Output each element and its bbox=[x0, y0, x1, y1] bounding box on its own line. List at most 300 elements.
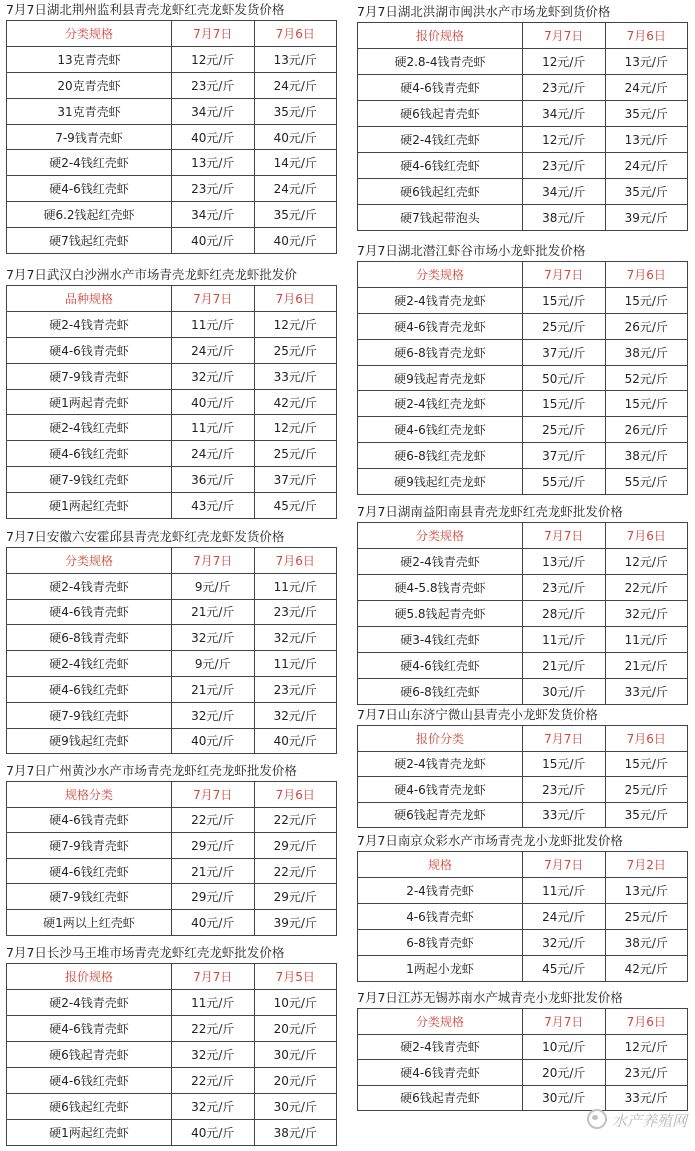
current-date-header: 7月7日 bbox=[523, 726, 606, 752]
spec-cell: 硬6钱起青壳龙虾 bbox=[358, 802, 523, 828]
current-price-cell: 29元/斤 bbox=[172, 884, 255, 910]
spec-cell: 硬7-9钱青壳虾 bbox=[7, 363, 172, 389]
spec-header: 报价规格 bbox=[7, 964, 172, 990]
price-table bbox=[357, 1008, 688, 1111]
table-row bbox=[7, 909, 337, 935]
current-date-header: 7月7日 bbox=[523, 523, 606, 549]
previous-price-cell: 38元/斤 bbox=[605, 339, 688, 365]
table-row bbox=[7, 415, 337, 441]
previous-price-cell: 26元/斤 bbox=[605, 417, 688, 443]
previous-price-cell: 12元/斤 bbox=[254, 311, 337, 337]
table-row bbox=[358, 127, 688, 153]
spec-cell: 硬7钱起红壳虾 bbox=[7, 228, 172, 254]
previous-price-cell: 13元/斤 bbox=[605, 49, 688, 75]
spec-header: 分类规格 bbox=[7, 21, 172, 47]
price-block-changsha bbox=[6, 943, 337, 1146]
spec-cell: 硬2-4钱青壳虾 bbox=[358, 549, 523, 575]
current-price-cell: 13元/斤 bbox=[523, 549, 606, 575]
previous-price-cell: 24元/斤 bbox=[605, 153, 688, 179]
table-row bbox=[7, 625, 337, 651]
price-block-guangzhou bbox=[6, 761, 337, 936]
table-row bbox=[7, 176, 337, 202]
previous-price-cell: 32元/斤 bbox=[254, 702, 337, 728]
spec-cell: 硬2-4钱红壳虾 bbox=[7, 415, 172, 441]
table-header-row bbox=[7, 286, 337, 312]
previous-price-cell: 30元/斤 bbox=[254, 1094, 337, 1120]
spec-cell: 硬4-6钱红壳虾 bbox=[358, 653, 523, 679]
spec-cell: 硬5.8钱起青壳虾 bbox=[358, 601, 523, 627]
table-row bbox=[7, 599, 337, 625]
current-price-cell: 21元/斤 bbox=[172, 599, 255, 625]
spec-cell: 硬6-8钱红壳龙虾 bbox=[358, 443, 523, 469]
table-row bbox=[358, 601, 688, 627]
spec-cell: 硬4-6钱青壳虾 bbox=[7, 337, 172, 363]
previous-price-cell: 10元/斤 bbox=[254, 990, 337, 1016]
table-row bbox=[358, 1034, 688, 1060]
current-date-header: 7月7日 bbox=[523, 262, 606, 288]
previous-price-cell: 11元/斤 bbox=[254, 573, 337, 599]
spec-cell: 硬2-4钱红壳虾 bbox=[7, 651, 172, 677]
current-price-cell: 33元/斤 bbox=[523, 802, 606, 828]
spec-cell: 硬2-4钱红壳龙虾 bbox=[358, 391, 523, 417]
current-price-cell: 21元/斤 bbox=[523, 653, 606, 679]
current-price-cell: 32元/斤 bbox=[172, 625, 255, 651]
current-price-cell: 50元/斤 bbox=[523, 365, 606, 391]
previous-price-cell: 25元/斤 bbox=[605, 777, 688, 803]
table-row bbox=[358, 391, 688, 417]
previous-price-cell: 33元/斤 bbox=[605, 1085, 688, 1111]
table-row bbox=[7, 441, 337, 467]
previous-price-cell: 15元/斤 bbox=[605, 751, 688, 777]
previous-price-cell: 40元/斤 bbox=[254, 728, 337, 754]
table-row bbox=[7, 884, 337, 910]
previous-date-header: 7月6日 bbox=[254, 548, 337, 574]
spec-cell: 硬4-6钱青壳虾 bbox=[7, 599, 172, 625]
table-row bbox=[358, 205, 688, 231]
previous-price-cell: 26元/斤 bbox=[605, 313, 688, 339]
spec-cell: 硬6钱起红壳虾 bbox=[358, 179, 523, 205]
table-header-row bbox=[7, 964, 337, 990]
current-price-cell: 12元/斤 bbox=[523, 127, 606, 153]
block-title: 7月7日山东济宁微山县青壳小龙虾发货价格 bbox=[357, 707, 598, 722]
previous-price-cell: 15元/斤 bbox=[605, 287, 688, 313]
table-row bbox=[7, 807, 337, 833]
spec-cell: 硬4-6钱红壳虾 bbox=[7, 441, 172, 467]
price-table bbox=[357, 725, 688, 828]
current-price-cell: 22元/斤 bbox=[172, 807, 255, 833]
spec-cell: 硬2-4钱红壳虾 bbox=[358, 127, 523, 153]
current-price-cell: 22元/斤 bbox=[172, 1068, 255, 1094]
block-title: 7月7日江苏无锡苏南水产城青壳小龙虾批发价格 bbox=[357, 990, 623, 1005]
spec-cell: 硬6.2钱起红壳虾 bbox=[7, 202, 172, 228]
spec-cell: 4-6钱青壳虾 bbox=[358, 904, 523, 930]
current-date-header: 7月7日 bbox=[523, 1009, 606, 1035]
spec-cell: 硬6-8钱青壳虾 bbox=[7, 625, 172, 651]
spec-cell: 硬4-6钱红壳虾 bbox=[7, 176, 172, 202]
spec-cell: 硬9钱起红壳龙虾 bbox=[358, 469, 523, 495]
current-price-cell: 12元/斤 bbox=[172, 46, 255, 72]
current-price-cell: 20元/斤 bbox=[523, 1060, 606, 1086]
previous-price-cell: 13元/斤 bbox=[254, 46, 337, 72]
spec-cell: 硬1两起青壳虾 bbox=[7, 389, 172, 415]
table-row bbox=[358, 49, 688, 75]
price-block-jianli bbox=[6, 0, 337, 254]
price-table bbox=[6, 781, 337, 936]
current-date-header: 7月7日 bbox=[172, 964, 255, 990]
current-price-cell: 45元/斤 bbox=[523, 956, 606, 982]
table-row bbox=[358, 1085, 688, 1111]
previous-price-cell: 32元/斤 bbox=[605, 601, 688, 627]
current-date-header: 7月7日 bbox=[523, 23, 606, 49]
current-price-cell: 24元/斤 bbox=[172, 441, 255, 467]
current-price-cell: 23元/斤 bbox=[172, 176, 255, 202]
current-price-cell: 40元/斤 bbox=[172, 228, 255, 254]
table-row bbox=[7, 311, 337, 337]
spec-cell: 硬4-6钱青壳虾 bbox=[358, 75, 523, 101]
spec-cell: 硬6钱起红壳虾 bbox=[7, 1094, 172, 1120]
current-price-cell: 15元/斤 bbox=[523, 391, 606, 417]
spec-header: 分类规格 bbox=[7, 548, 172, 574]
previous-price-cell: 14元/斤 bbox=[254, 150, 337, 176]
table-header-row bbox=[358, 852, 688, 878]
current-price-cell: 15元/斤 bbox=[523, 751, 606, 777]
current-price-cell: 38元/斤 bbox=[523, 205, 606, 231]
table-header-row bbox=[358, 523, 688, 549]
table-row bbox=[7, 858, 337, 884]
current-price-cell: 11元/斤 bbox=[172, 311, 255, 337]
previous-price-cell: 30元/斤 bbox=[254, 1042, 337, 1068]
previous-price-cell: 24元/斤 bbox=[605, 75, 688, 101]
current-price-cell: 23元/斤 bbox=[523, 575, 606, 601]
table-row bbox=[358, 443, 688, 469]
price-table bbox=[357, 522, 688, 705]
previous-price-cell: 35元/斤 bbox=[254, 202, 337, 228]
previous-price-cell: 23元/斤 bbox=[254, 676, 337, 702]
table-row bbox=[358, 75, 688, 101]
previous-price-cell: 29元/斤 bbox=[254, 833, 337, 859]
previous-date-header: 7月6日 bbox=[605, 523, 688, 549]
spec-cell: 硬4-6钱红壳虾 bbox=[7, 1068, 172, 1094]
current-price-cell: 32元/斤 bbox=[172, 702, 255, 728]
previous-price-cell: 23元/斤 bbox=[254, 599, 337, 625]
table-row bbox=[7, 46, 337, 72]
current-date-header: 7月7日 bbox=[172, 782, 255, 808]
price-table bbox=[357, 22, 688, 231]
table-row bbox=[358, 802, 688, 828]
previous-price-cell: 21元/斤 bbox=[605, 653, 688, 679]
table-row bbox=[7, 676, 337, 702]
current-price-cell: 30元/斤 bbox=[523, 1085, 606, 1111]
spec-header: 分类规格 bbox=[358, 523, 523, 549]
current-price-cell: 12元/斤 bbox=[523, 49, 606, 75]
spec-cell: 硬1两起红壳虾 bbox=[7, 493, 172, 519]
spec-cell: 硬4-6钱红壳龙虾 bbox=[358, 417, 523, 443]
previous-price-cell: 22元/斤 bbox=[254, 858, 337, 884]
block-title: 7月7日湖南益阳南县青壳龙虾红壳龙虾批发价格 bbox=[357, 504, 623, 519]
table-row bbox=[7, 493, 337, 519]
spec-cell: 6-8钱青壳虾 bbox=[358, 930, 523, 956]
table-row bbox=[7, 990, 337, 1016]
price-block-weishan bbox=[357, 705, 688, 828]
previous-price-cell: 40元/斤 bbox=[254, 228, 337, 254]
previous-price-cell: 55元/斤 bbox=[605, 469, 688, 495]
previous-price-cell: 37元/斤 bbox=[254, 467, 337, 493]
table-row bbox=[358, 930, 688, 956]
spec-cell: 硬2-4钱青壳虾 bbox=[7, 573, 172, 599]
previous-date-header: 7月2日 bbox=[605, 852, 688, 878]
spec-cell: 硬6-8钱红壳虾 bbox=[358, 679, 523, 705]
table-row bbox=[7, 389, 337, 415]
price-block-wuhan bbox=[6, 265, 337, 519]
spec-cell: 硬6钱起青壳虾 bbox=[358, 1085, 523, 1111]
block-title: 7月7日南京众彩水产市场青壳龙小龙虾批发价格 bbox=[357, 833, 623, 848]
table-row bbox=[7, 228, 337, 254]
block-title: 7月7日武汉白沙洲水产市场青壳龙虾红壳龙虾批发价 bbox=[6, 267, 297, 282]
spec-cell: 硬6-8钱青壳龙虾 bbox=[358, 339, 523, 365]
previous-date-header: 7月6日 bbox=[605, 1009, 688, 1035]
spec-cell: 硬4-6钱青壳龙虾 bbox=[358, 777, 523, 803]
spec-header: 规格 bbox=[358, 852, 523, 878]
spec-cell: 硬4-6钱红壳虾 bbox=[7, 858, 172, 884]
spec-cell: 硬2-4钱青壳龙虾 bbox=[358, 287, 523, 313]
current-price-cell: 32元/斤 bbox=[172, 1094, 255, 1120]
table-row bbox=[358, 627, 688, 653]
price-block-nanjing bbox=[357, 831, 688, 982]
previous-price-cell: 35元/斤 bbox=[605, 179, 688, 205]
table-row bbox=[358, 751, 688, 777]
previous-price-cell: 23元/斤 bbox=[605, 1060, 688, 1086]
previous-price-cell: 35元/斤 bbox=[605, 802, 688, 828]
spec-cell: 20克青壳虾 bbox=[7, 72, 172, 98]
table-row bbox=[358, 878, 688, 904]
price-table bbox=[6, 963, 337, 1146]
spec-cell: 硬4-6钱青壳龙虾 bbox=[358, 313, 523, 339]
previous-price-cell: 45元/斤 bbox=[254, 493, 337, 519]
previous-price-cell: 42元/斤 bbox=[605, 956, 688, 982]
table-header-row bbox=[7, 548, 337, 574]
table-row bbox=[358, 956, 688, 982]
table-row bbox=[358, 417, 688, 443]
table-row bbox=[358, 575, 688, 601]
table-row bbox=[358, 339, 688, 365]
spec-cell: 硬2-4钱青壳龙虾 bbox=[358, 751, 523, 777]
table-header-row bbox=[358, 726, 688, 752]
spec-cell: 硬6钱起青壳虾 bbox=[358, 101, 523, 127]
wechat-icon bbox=[587, 1109, 607, 1129]
previous-price-cell: 20元/斤 bbox=[254, 1016, 337, 1042]
previous-price-cell: 25元/斤 bbox=[605, 904, 688, 930]
table-row bbox=[7, 573, 337, 599]
spec-cell: 31克青壳虾 bbox=[7, 98, 172, 124]
block-title: 7月7日湖北潜江虾谷市场小龙虾批发价格 bbox=[357, 243, 586, 258]
spec-cell: 硬2.8-4钱青壳虾 bbox=[358, 49, 523, 75]
price-block-honghu bbox=[357, 2, 688, 231]
current-price-cell: 23元/斤 bbox=[523, 777, 606, 803]
price-table bbox=[357, 261, 688, 495]
spec-cell: 硬4-6钱青壳虾 bbox=[7, 1016, 172, 1042]
table-row bbox=[358, 679, 688, 705]
spec-cell: 硬3-4钱红壳虾 bbox=[358, 627, 523, 653]
current-price-cell: 40元/斤 bbox=[172, 728, 255, 754]
watermark bbox=[587, 1109, 687, 1131]
current-price-cell: 32元/斤 bbox=[172, 1042, 255, 1068]
table-header-row bbox=[7, 782, 337, 808]
current-date-header: 7月7日 bbox=[172, 548, 255, 574]
current-price-cell: 21元/斤 bbox=[172, 858, 255, 884]
previous-date-header: 7月6日 bbox=[254, 286, 337, 312]
previous-price-cell: 52元/斤 bbox=[605, 365, 688, 391]
current-price-cell: 34元/斤 bbox=[172, 98, 255, 124]
previous-price-cell: 38元/斤 bbox=[254, 1120, 337, 1146]
current-price-cell: 23元/斤 bbox=[523, 153, 606, 179]
table-row bbox=[7, 833, 337, 859]
price-table bbox=[6, 285, 337, 519]
spec-cell: 7-9钱青壳虾 bbox=[7, 124, 172, 150]
current-price-cell: 11元/斤 bbox=[172, 415, 255, 441]
previous-price-cell: 38元/斤 bbox=[605, 930, 688, 956]
current-price-cell: 24元/斤 bbox=[523, 904, 606, 930]
previous-price-cell: 22元/斤 bbox=[605, 575, 688, 601]
current-price-cell: 32元/斤 bbox=[523, 930, 606, 956]
spec-cell: 硬2-4钱青壳虾 bbox=[7, 311, 172, 337]
current-price-cell: 11元/斤 bbox=[523, 878, 606, 904]
current-price-cell: 40元/斤 bbox=[172, 389, 255, 415]
table-row bbox=[358, 1060, 688, 1086]
current-price-cell: 40元/斤 bbox=[172, 909, 255, 935]
previous-price-cell: 12元/斤 bbox=[605, 1034, 688, 1060]
current-price-cell: 25元/斤 bbox=[523, 417, 606, 443]
current-price-cell: 37元/斤 bbox=[523, 339, 606, 365]
table-row bbox=[358, 179, 688, 205]
table-row bbox=[7, 1016, 337, 1042]
previous-price-cell: 12元/斤 bbox=[605, 549, 688, 575]
spec-cell: 硬7-9钱红壳虾 bbox=[7, 467, 172, 493]
previous-price-cell: 25元/斤 bbox=[254, 337, 337, 363]
spec-cell: 硬4-6钱红壳虾 bbox=[7, 676, 172, 702]
current-price-cell: 28元/斤 bbox=[523, 601, 606, 627]
previous-price-cell: 38元/斤 bbox=[605, 443, 688, 469]
table-header-row bbox=[7, 21, 337, 47]
previous-date-header: 7月6日 bbox=[605, 262, 688, 288]
current-price-cell: 9元/斤 bbox=[172, 573, 255, 599]
previous-date-header: 7月6日 bbox=[254, 782, 337, 808]
price-block-nanxian bbox=[357, 502, 688, 705]
table-row bbox=[358, 313, 688, 339]
current-price-cell: 23元/斤 bbox=[523, 75, 606, 101]
current-price-cell: 30元/斤 bbox=[523, 679, 606, 705]
table-row bbox=[7, 202, 337, 228]
watermark-text: 水产养殖网 bbox=[611, 1112, 687, 1130]
spec-header: 品种规格 bbox=[7, 286, 172, 312]
block-title: 7月7日安徽六安霍邱县青壳龙虾红壳龙虾发货价格 bbox=[6, 529, 285, 544]
table-header-row bbox=[358, 23, 688, 49]
previous-price-cell: 13元/斤 bbox=[605, 878, 688, 904]
spec-cell: 硬7-9钱红壳虾 bbox=[7, 884, 172, 910]
previous-date-header: 7月5日 bbox=[254, 964, 337, 990]
table-row bbox=[358, 904, 688, 930]
previous-price-cell: 39元/斤 bbox=[254, 909, 337, 935]
table-row bbox=[7, 337, 337, 363]
current-price-cell: 36元/斤 bbox=[172, 467, 255, 493]
spec-cell: 13克青壳虾 bbox=[7, 46, 172, 72]
table-row bbox=[358, 287, 688, 313]
current-price-cell: 43元/斤 bbox=[172, 493, 255, 519]
current-price-cell: 32元/斤 bbox=[172, 363, 255, 389]
previous-price-cell: 15元/斤 bbox=[605, 391, 688, 417]
table-row bbox=[358, 469, 688, 495]
current-price-cell: 37元/斤 bbox=[523, 443, 606, 469]
previous-price-cell: 12元/斤 bbox=[254, 415, 337, 441]
table-row bbox=[358, 549, 688, 575]
previous-price-cell: 13元/斤 bbox=[605, 127, 688, 153]
previous-price-cell: 35元/斤 bbox=[254, 98, 337, 124]
spec-cell: 硬2-4钱红壳虾 bbox=[7, 150, 172, 176]
table-header-row bbox=[358, 262, 688, 288]
table-row bbox=[7, 1042, 337, 1068]
price-table bbox=[6, 20, 337, 254]
previous-price-cell: 24元/斤 bbox=[254, 176, 337, 202]
table-row bbox=[7, 651, 337, 677]
table-row bbox=[358, 153, 688, 179]
table-row bbox=[7, 1068, 337, 1094]
spec-cell: 硬4-6钱青壳虾 bbox=[358, 1060, 523, 1086]
previous-price-cell: 42元/斤 bbox=[254, 389, 337, 415]
table-row bbox=[358, 365, 688, 391]
spec-cell: 1两起小龙虾 bbox=[358, 956, 523, 982]
table-row bbox=[358, 101, 688, 127]
current-date-header: 7月7日 bbox=[523, 852, 606, 878]
spec-cell: 硬9钱起青壳龙虾 bbox=[358, 365, 523, 391]
block-title: 7月7日湖北洪湖市闽洪水产市场龙虾到货价格 bbox=[357, 4, 611, 19]
spec-cell: 硬2-4钱青壳虾 bbox=[7, 990, 172, 1016]
previous-price-cell: 39元/斤 bbox=[605, 205, 688, 231]
previous-price-cell: 11元/斤 bbox=[605, 627, 688, 653]
previous-date-header: 7月6日 bbox=[605, 726, 688, 752]
spec-header: 规格分类 bbox=[7, 782, 172, 808]
block-title: 7月7日湖北荆州监利县青壳龙虾红壳龙虾发货价格 bbox=[6, 2, 285, 17]
price-block-wuxi bbox=[357, 988, 688, 1111]
table-row bbox=[7, 1120, 337, 1146]
previous-price-cell: 24元/斤 bbox=[254, 72, 337, 98]
spec-header: 报价规格 bbox=[358, 23, 523, 49]
previous-price-cell: 29元/斤 bbox=[254, 884, 337, 910]
price-table bbox=[357, 851, 688, 982]
previous-price-cell: 33元/斤 bbox=[254, 363, 337, 389]
current-price-cell: 10元/斤 bbox=[523, 1034, 606, 1060]
block-title: 7月7日长沙马王堆市场青壳龙虾红壳龙虾批发价格 bbox=[6, 945, 285, 960]
table-row bbox=[7, 728, 337, 754]
spec-cell: 硬7-9钱青壳虾 bbox=[7, 833, 172, 859]
spec-cell: 硬6钱起青壳虾 bbox=[7, 1042, 172, 1068]
previous-price-cell: 32元/斤 bbox=[254, 625, 337, 651]
spec-cell: 硬2-4钱青壳虾 bbox=[358, 1034, 523, 1060]
table-row bbox=[7, 702, 337, 728]
spec-cell: 硬4-6钱青壳虾 bbox=[7, 807, 172, 833]
table-row bbox=[7, 467, 337, 493]
previous-price-cell: 40元/斤 bbox=[254, 124, 337, 150]
previous-price-cell: 11元/斤 bbox=[254, 651, 337, 677]
previous-price-cell: 35元/斤 bbox=[605, 101, 688, 127]
previous-date-header: 7月6日 bbox=[605, 23, 688, 49]
current-price-cell: 25元/斤 bbox=[523, 313, 606, 339]
previous-price-cell: 25元/斤 bbox=[254, 441, 337, 467]
current-price-cell: 34元/斤 bbox=[523, 179, 606, 205]
previous-date-header: 7月6日 bbox=[254, 21, 337, 47]
spec-header: 报价分类 bbox=[358, 726, 523, 752]
current-price-cell: 15元/斤 bbox=[523, 287, 606, 313]
spec-cell: 硬1两起红壳虾 bbox=[7, 1120, 172, 1146]
current-price-cell: 29元/斤 bbox=[172, 833, 255, 859]
